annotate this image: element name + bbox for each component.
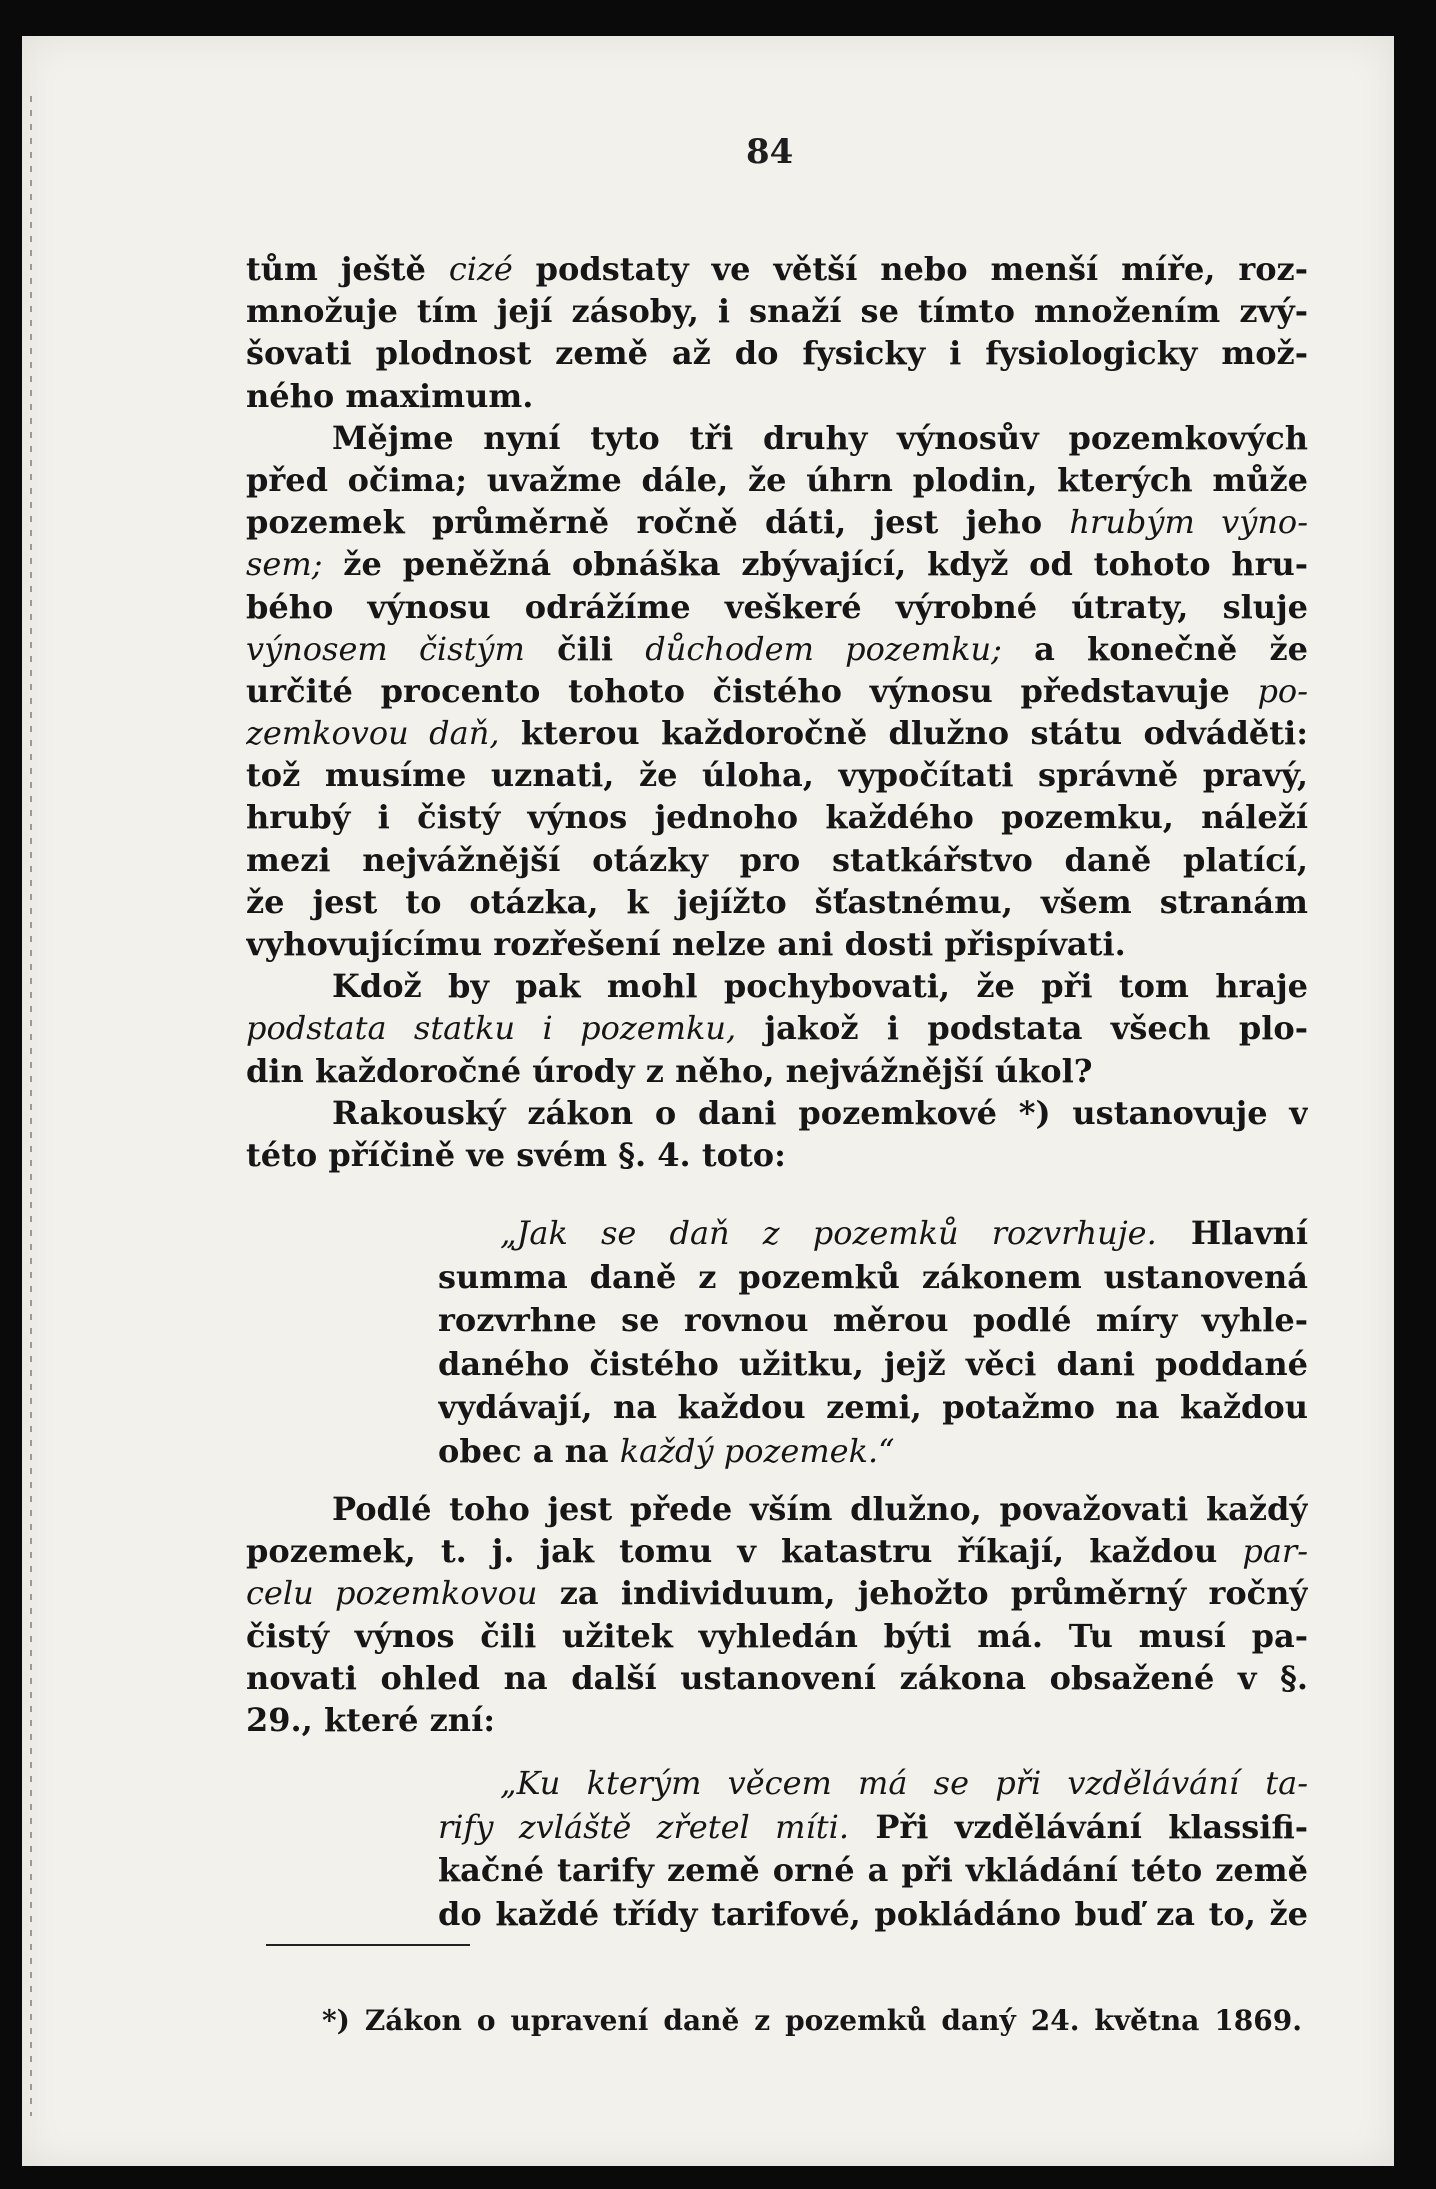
text-line: hrubý i čistý výnos jednoho každého pozemku, náleží <box>246 798 1308 837</box>
margin-rule <box>30 96 32 2116</box>
text-line: zemkovou daň, kterou každoročně dlužno státu odváděti: <box>246 714 1308 753</box>
body-text-bottom <box>246 1488 1308 1741</box>
text-line: Rakouský zákon o dani pozemkové *) ustanovuje v <box>332 1093 1308 1132</box>
text-line: celu pozemkovou za individuum, jehožto průměrný ročný <box>246 1574 1308 1613</box>
text-line: sem; že peněžná obnáška zbývající, když od tohoto hru- <box>246 545 1308 584</box>
text-line: před očima; uvažme dále, že úhrn plodin, kterých může <box>246 460 1308 499</box>
text-line: výnosem čistým čili důchodem pozemku; a konečně že <box>246 629 1308 668</box>
quote-line: rify zvláště zřetel míti. Při vzdělávání klassifi- <box>438 1807 1308 1846</box>
footnote: *) Zákon o upravení daně z pozemků daný 24. května 1869. <box>322 2004 1302 2037</box>
text-line: určité procento tohoto čistého výnosu představuje po- <box>246 671 1308 710</box>
text-line: podstata statku i pozemku, jakož i podstata všech plo- <box>246 1009 1308 1048</box>
quote-line: vydávají, na každou zemi, potažmo na každou <box>438 1388 1308 1426</box>
text-line: množuje tím její zásoby, i snaží se tímto množením zvý- <box>246 292 1308 331</box>
text-line: din každoročné úrody z něho, nejvážnější úkol? <box>246 1051 1093 1090</box>
quote-line: kačné tarify země orné a při vkládání této země <box>438 1851 1308 1889</box>
text-line: vyhovujícímu rozřešení nelze ani dosti přispívati. <box>246 925 1126 963</box>
text-line: tům ještě cizé podstaty ve větší nebo menší míře, roz- <box>246 250 1308 288</box>
text-line: mezi nejvážnější otázky pro statkářstvo daně platící, <box>246 840 1308 879</box>
page-number: 84 <box>746 132 794 172</box>
quote-line: do každé třídy tarifové, pokládáno buď za to, že <box>438 1894 1308 1933</box>
text-line: šovati plodnost země až do fysicky i fysiologicky mož- <box>246 334 1308 373</box>
text-line: Kdož by pak mohl pochybovati, že při tom hraje <box>332 967 1308 1006</box>
text-line: této příčině ve svém §. 4. toto: <box>246 1135 786 1174</box>
quote-line: summa daně z pozemků zákonem ustanovená <box>438 1257 1308 1296</box>
text-line: novati ohled na další ustanovení zákona obsažené v §. <box>246 1658 1308 1697</box>
text-line: pozemek, t. j. jak tomu v katastru říkají, každou par- <box>246 1532 1308 1571</box>
quote-line: daného čistého užitku, jejž věci dani poddané <box>438 1344 1308 1383</box>
text-line: ného maximum. <box>246 376 534 415</box>
text-line: 29., které zní: <box>246 1700 496 1739</box>
quote-line: obec a na každý pozemek.“ <box>438 1431 895 1470</box>
law-quote-section-4 <box>438 1212 1308 1473</box>
text-line: že jest to otázka, k jejížto šťastnému, všem stranám <box>246 882 1308 921</box>
quote-line: „Ku kterým věcem má se při vzdělávání ta- <box>500 1764 1308 1802</box>
body-text-top <box>246 248 1308 1176</box>
text-line: bého výnosu odrážíme veškeré výrobné útraty, sluje <box>246 587 1308 626</box>
book-page <box>22 36 1394 2166</box>
text-line: Mějme nyní tyto tři druhy výnosův pozemkových <box>332 418 1308 457</box>
quote-line: rozvrhne se rovnou měrou podlé míry vyhle- <box>438 1301 1308 1339</box>
text-line: tož musíme uznati, že úloha, vypočítati správně pravý, <box>246 756 1308 795</box>
law-quote-section-29 <box>438 1762 1308 1936</box>
text-line: pozemek průměrně ročně dáti, jest jeho hrubým výno- <box>246 503 1308 542</box>
quote-line: „Jak se daň z pozemků rozvrhuje. Hlavní <box>500 1214 1308 1252</box>
text-line: Podlé toho jest přede vším dlužno, považovati každý <box>332 1490 1308 1528</box>
text-line: čistý výnos čili užitek vyhledán býti má. Tu musí pa- <box>246 1616 1308 1655</box>
footnote-divider <box>266 1944 470 1946</box>
